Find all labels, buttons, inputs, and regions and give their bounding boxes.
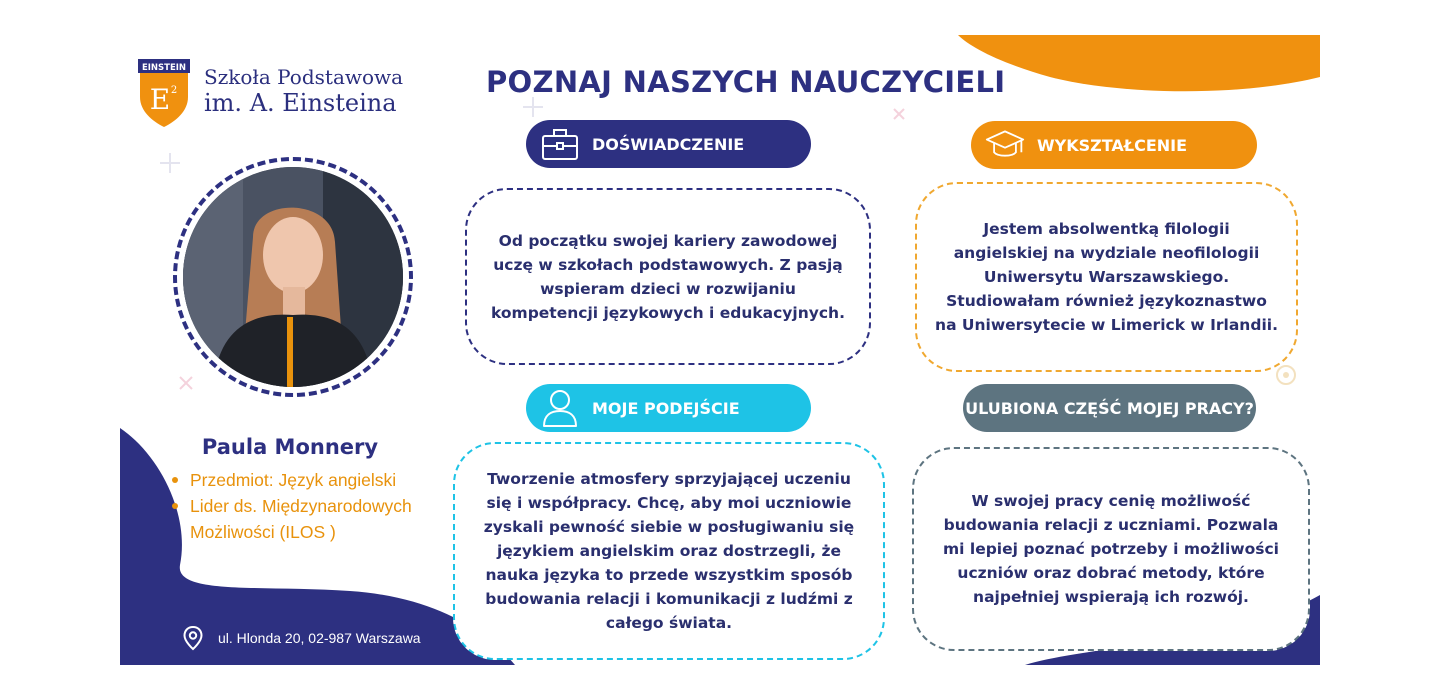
address-text: ul. Hlonda 20, 02-987 Warszawa <box>218 630 421 646</box>
teacher-photo <box>183 167 403 387</box>
orange-wave-top-right <box>958 35 1320 91</box>
education-box <box>915 182 1298 372</box>
favorite-box <box>912 447 1310 651</box>
page-title: POZNAJ NASZYCH NAUCZYCIELI <box>486 65 1006 99</box>
teacher-card <box>120 35 1320 665</box>
badge-letter: E <box>149 83 171 116</box>
education-text: Jestem absolwentką filologii angielskiej na wydziale neofilologii Uniwersytu Warszawskiego. Studiowałam również językoznastwo na Uniwersytecie w Limerick w Irlandii. <box>935 220 1278 334</box>
favorite-header <box>963 384 1256 432</box>
teacher-name: Paula Monnery <box>201 435 379 459</box>
bullet-icon <box>172 477 178 483</box>
briefcase-icon <box>540 126 580 162</box>
experience-box <box>465 188 871 365</box>
experience-label: DOŚWIADCZENIE <box>592 134 745 154</box>
experience-header <box>526 120 811 168</box>
badge-exponent: 2 <box>170 85 178 96</box>
portrait-illustration <box>183 167 403 387</box>
school-name <box>204 65 403 117</box>
favorite-label: ULUBIONA CZĘŚĆ MOJEJ PRACY? <box>965 398 1254 418</box>
experience-text: Od początku swojej kariery zawodowej uczę w szkołach podstawowych. Z pasją wspieram dzieci w rozwijaniu kompetencji językowych i edukacyjnych. <box>491 231 845 322</box>
school-logo <box>138 59 438 129</box>
einstein-shield-icon <box>138 59 190 127</box>
bullet-icon <box>172 503 178 509</box>
fact-role: Lider ds. Międzynarodowych Możliwości (ILOS ) <box>170 493 460 545</box>
education-label: WYKSZTAŁCENIE <box>1037 135 1188 155</box>
approach-text: Tworzenie atmosfery sprzyjającej uczeniu się i współpracy. Chcę, aby moi uczniowie zyskali pewność siebie w posługiwaniu się językiem angielskim oraz dostrzegli, że nauka języka to przede wszystkim sposób budowania relacji i komunikacji z ludźmi z całego świata. <box>483 470 855 632</box>
fact-subject: Przedmiot: Język angielski <box>170 467 460 493</box>
location-pin-icon <box>182 625 204 651</box>
approach-header <box>526 384 811 432</box>
person-icon <box>540 390 580 426</box>
address <box>182 625 421 651</box>
school-name-line1: Szkoła Podstawowa <box>204 65 404 89</box>
favorite-text: W swojej pracy cenię możliwość budowania relacji z uczniami. Pozwala mi lepiej poznać potrzeby i możliwości uczniów oraz dobrać metody, które najpełniej wspierają ich rozwój. <box>943 492 1279 606</box>
education-header <box>971 121 1257 169</box>
approach-box <box>453 442 885 660</box>
approach-label: MOJE PODEJŚCIE <box>592 398 740 418</box>
graduation-cap-icon <box>985 127 1025 163</box>
badge-label: EINSTEIN <box>141 63 187 73</box>
teacher-facts <box>170 467 460 545</box>
school-name-line2: im. A. Einsteina <box>204 89 397 117</box>
